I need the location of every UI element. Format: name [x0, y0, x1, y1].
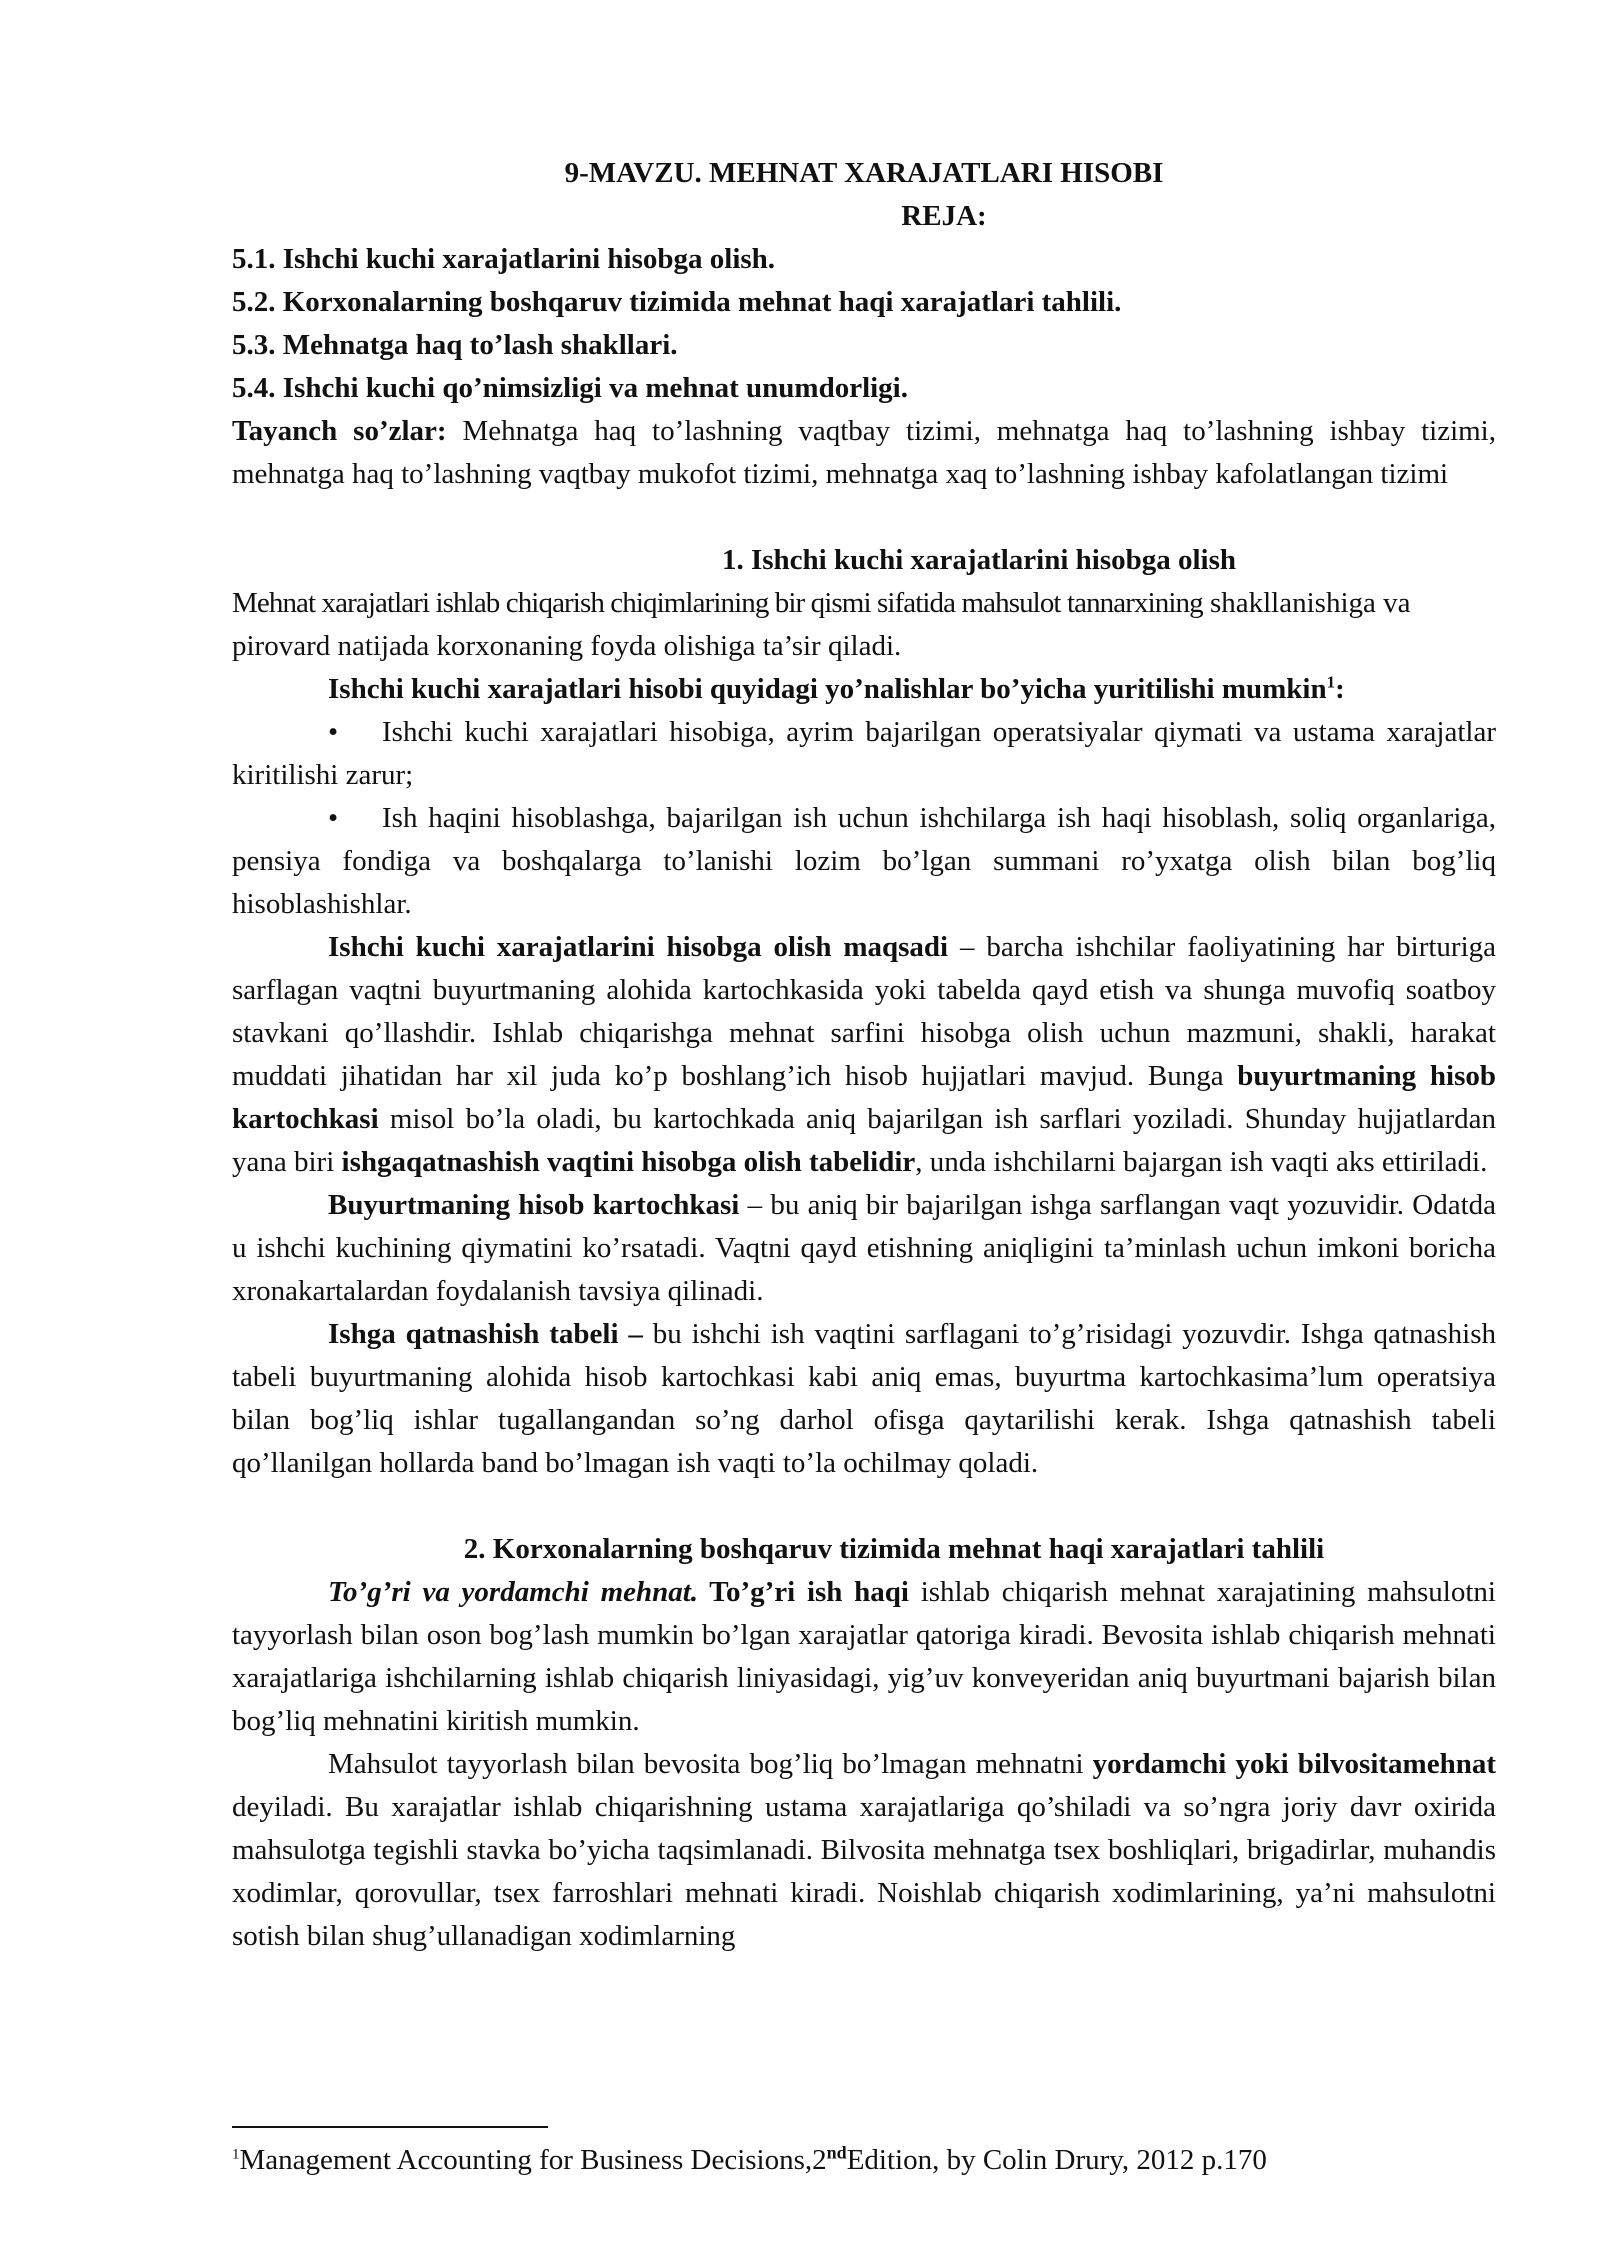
document-page: [232, 152, 1496, 1958]
purpose-text: – barcha ishchilar faoliyatining har birturiga sarflagan vaqtni buyurtmaning alohida kartochkasida yoki tabelda qayd etish va shunga muvofiq soatboy stavkani qo’llashdir. Ishlab chiqarishga mehnat sarfini hisobga olish uchun mazmuni, shakli, harakat muddati jihatidan har xil juda ko’p boshlang’ich hisob hujjatlari mavjud. Bunga: [232, 931, 1496, 1092]
timesheet-term: Ishga qatnashish tabeli –: [328, 1318, 643, 1350]
directions-colon: :: [1335, 673, 1345, 705]
purpose-paragraph: [232, 926, 1496, 1184]
plan-item: 5.2. Korxonalarning boshqaruv tizimida mehnat haqi xarajatlari tahlili.: [232, 286, 1122, 318]
directions-heading-text: Ishchi kuchi xarajatlari hisobi quyidagi yo’nalishlar bo’yicha yuritilishi mumkin: [328, 673, 1327, 705]
bullet-item: [232, 797, 1496, 926]
purpose-text: misol bo’la oladi, bu kartochkada aniq bajarilgan ish sarflari yoziladi. Shunday hujjatlardan yana biri: [232, 1103, 1496, 1178]
bullet-item: [232, 711, 1496, 797]
footnote-text: Edition, by Colin Drury, 2012 p.170: [846, 2144, 1267, 2176]
purpose-text: , unda ishchilarni bajargan ish vaqti aks ettiriladi.: [915, 1146, 1488, 1178]
indirect-labor-paragraph: [232, 1743, 1496, 1958]
order-card-term: Buyurtmaning hisob kartochkasi: [328, 1189, 740, 1221]
keywords-label: Tayanch so’zlar:: [232, 415, 447, 447]
footnote-divider: [232, 2126, 548, 2128]
section2-heading: 2. Korxonalarning boshqaruv tizimida mehnat haqi xarajatlari tahlili: [463, 1533, 1325, 1565]
direct-labor-paragraph: [232, 1571, 1496, 1743]
timesheet-text: bu ishchi ish vaqtini sarflagani to’g’risidagi yozuvdir. Ishga qatnashish tabeli buyurtmaning alohida hisob kartochkasi kabi aniq emas, buyurtma kartochkasima’lum operatsiya bilan bog’liq ishlar tugallangandan so’ng darhol ofisga qaytarilishi kerak. Ishga qatnashish tabeli qo’llanilgan hollarda band bo’lmagan ish vaqti to’la ochilmay qoladi.: [232, 1318, 1496, 1479]
bullet-text: Ish haqini hisoblashga, bajarilgan ish uchun ishchilarga ish haqi hisoblash, soliq organlariga, pensiya fondiga va boshqalarga to’lanishi lozim bo’lgan summani ro’yxatga olish bilan bog’liq hisoblashishlar.: [232, 802, 1496, 920]
footnote-ref: 1: [1326, 672, 1336, 692]
direct-labor-text: ishlab chiqarish mehnat xarajatining mahsulotni tayyorlash bilan oson bog’lash mumkin bo’lgan xarajatlar qatoriga kiradi. Bevosita ishlab chiqarish mehnati xarajatlariga ishchilarning ishlab chiqarish liniyasidagi, yig’uv konveyeridan aniq buyurtmani bajarish bilan bog’liq mehnatini kiritish mumkin.: [232, 1576, 1496, 1737]
purpose-term: Ishchi kuchi xarajatlarini hisobga olish maqsadi: [328, 931, 949, 963]
footnote-mark: 1: [232, 2146, 240, 2163]
order-card-term: buyurtmaning hisob kartochkasi: [232, 1060, 1496, 1135]
timesheet-paragraph: [232, 1313, 1496, 1485]
bullet-text: Ishchi kuchi xarajatlari hisobiga, ayrim bajarilgan operatsiyalar qiymati va ustama xarajatlar kiritilishi zarur;: [232, 716, 1496, 791]
order-card-text: – bu aniq bir bajarilgan ishga sarflangan vaqt yozuvidir. Odatda u ishchi kuchining qiymatini ko’rsatadi. Vaqtni qayd etishning aniqligini ta’minlash uchun imkoni boricha xronakartalardan foydalanish tavsiya qilinadi.: [232, 1189, 1497, 1307]
section1-intro-narrow: Mehnat xarajatlari ishlab chiqarish chiqimlarining bir qismi sifatida mahsulot tannarxining: [232, 587, 1203, 619]
plan-item: 5.1. Ishchi kuchi xarajatlarini hisobga olish.: [232, 243, 776, 275]
plan-item: 5.3. Mehnatga haq to’lash shakllari.: [232, 329, 678, 361]
section1-intro-rest: shakllanishiga va pirovard natijada korxonaning foyda olishiga ta’sir qiladi.: [232, 587, 1411, 662]
plan-heading: REJA:: [901, 200, 987, 232]
plan-item: 5.4. Ishchi kuchi qo’nimsizligi va mehnat unumdorligi.: [232, 372, 908, 404]
section1-heading: 1. Ishchi kuchi xarajatlarini hisobga olish: [721, 544, 1237, 576]
direct-labor-italic: To’g’ri va yordamchi mehnat.: [328, 1576, 699, 1608]
indirect-labor-term: yordamchi yoki bilvositamehnat: [1092, 1748, 1496, 1780]
timesheet-term: ishgaqatnashish vaqtini hisobga olish tabelidir: [341, 1146, 916, 1178]
indirect-labor-text: Mahsulot tayyorlash bilan bevosita bog’liq bo’lmagan mehnatni: [328, 1748, 1093, 1780]
direct-labor-term: To’g’ri ish haqi: [698, 1576, 909, 1608]
footnote: [232, 2140, 1492, 2180]
document-title: 9-MAVZU. MEHNAT XARAJATLARI HISOBI: [564, 157, 1164, 189]
footnote-superscript: nd: [826, 2142, 847, 2163]
indirect-labor-text: deyiladi. Bu xarajatlar ishlab chiqarishning ustama xarajatlariga qo’shiladi va so’ngra joriy davr oxirida mahsulotga tegishli stavka bo’yicha taqsimlanadi. Bilvosita mehnatga tsex boshliqlari, brigadirlar, muhandis xodimlar, qorovullar, tsex farroshlari mehnati kiradi. Noishlab chiqarish xodimlarining, ya’ni mahsulotni sotish bilan shug’ullanadigan xodimlarning: [232, 1791, 1496, 1952]
bullet-icon: •: [328, 716, 339, 748]
keywords-paragraph: [232, 410, 1496, 496]
bullet-icon: •: [328, 802, 339, 834]
directions-heading: [232, 668, 1496, 711]
footnote-text: Management Accounting for Business Decisions,2: [239, 2144, 827, 2176]
keywords-text: Mehnatga haq to’lashning vaqtbay tizimi, mehnatga haq to’lashning ishbay tizimi, mehnatga haq to’lashning vaqtbay mukofot tizimi, mehnatga xaq to’lashning ishbay kafolatlangan tizimi: [232, 415, 1496, 490]
order-card-paragraph: [232, 1184, 1496, 1313]
section1-intro: [232, 582, 1496, 668]
